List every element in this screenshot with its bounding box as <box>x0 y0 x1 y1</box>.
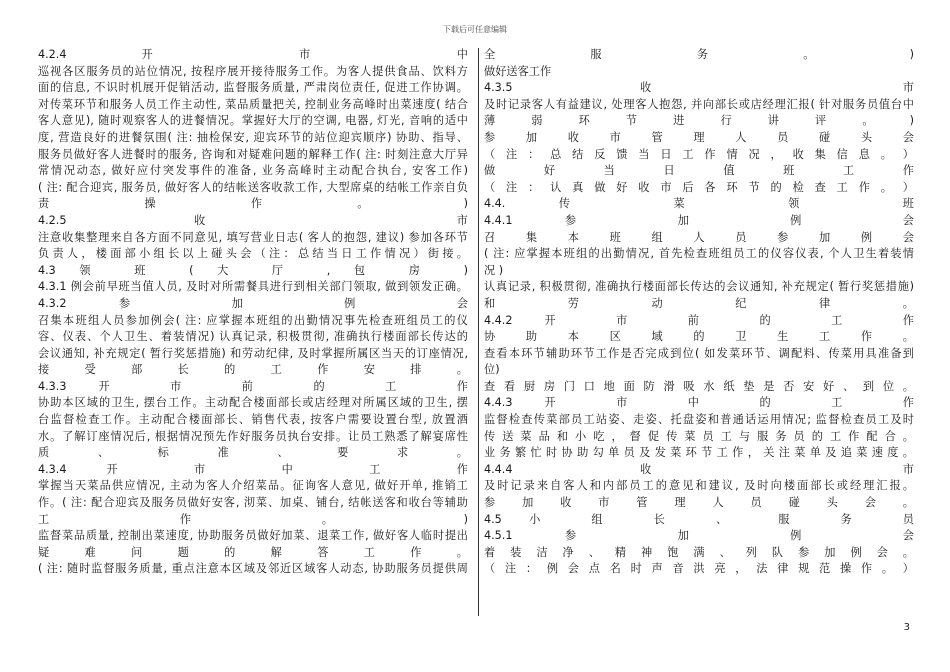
text-line: 4.2.4 开 市 中 <box>38 48 468 61</box>
text-line: 4.3.1 例会前早班当值人员, 及时对所需餐具进行到相关部门领取, 做到领发正确。 <box>38 280 468 294</box>
text-line: 召 集 本 班 组 人 员 参 加 例 会 <box>484 230 914 244</box>
text-line: 注意收集整理来自各方面不同意见, 填写营业日志( 客人的抱怨, 建议) 参加各环节 <box>38 230 468 244</box>
text-line: 业 务 繁 忙 时 协 助 勾 单 员 及 发 菜 环 节 工 作 ， 关 注 菜 单 及 追 菜 速 度 。 <box>484 446 914 460</box>
text-line: 作。( 注: 配合迎宾及服务员做好安客, 沏菜、加桌、铺台, 结帐送客和收台等辅助 <box>38 496 468 510</box>
text-line: 4.4.1 参 加 例 会 <box>484 213 914 227</box>
text-line: 4.4.4 收 市 <box>484 462 914 476</box>
text-line: 4.5.1 参 加 例 会 <box>484 529 914 543</box>
text-line: 做 好 当 日 值 班 工 作 <box>484 164 914 178</box>
text-line: 薄 弱 环 节 进 行 讲 评 。 ) <box>484 114 914 128</box>
text-line: 台监督检查工作。主动配合楼面部长、销售代表, 按客户需要设置台型, 放置酒 <box>38 413 468 427</box>
text-line: 召集本班组人员参加例会( 注: 应掌握本班组的出勤情况事先检查班组员工的仪 <box>38 313 468 327</box>
text-line: 4.3.5 收 市 <box>484 81 914 95</box>
text-line: 服务员做好客人进餐时的服务, 咨询和对疑难问题的解释工作( 注: 时刻注意大厅异 <box>38 147 468 161</box>
text-line: 会议通知, 补充规定( 暂行奖惩措施) 和劳动纪律, 及时掌握所属区当天的订座情况, <box>38 346 468 360</box>
text-line: 做好送客工作 <box>484 64 552 78</box>
text-line: 水。了解订座情况后, 根据情况预先作好服务员执台安排。让员工熟悉了解宴席性 <box>38 429 468 443</box>
text-line: 着 装 洁 净 、 精 神 饱 满 、 列 队 参 加 例 会 。 <box>484 545 914 559</box>
text-line: 疑 难 问 题 的 解 答 工 作 。 <box>38 545 468 559</box>
text-line: 对传菜环节和服务人员工作主动性, 菜品质量把关, 控制业务高峰时出菜速度( 结合 <box>38 97 468 111</box>
text-line: 传 送 菜 品 和 小 吃 ， 督 促 传 菜 员 工 与 服 务 员 的 工 作 配 合 。 <box>484 429 914 443</box>
text-line: 4.3.2 参 加 例 会 <box>38 296 468 310</box>
text-line: ( 注: 应掌握本班组的出勤情况, 首先检查班组员工的仪容仪表, 个人卫生着装情 <box>484 247 914 261</box>
text-line: 认真记录, 积极贯彻, 准确执行楼面部长传达的会议通知, 补充规定( 暂行奖惩措施) <box>484 280 914 294</box>
text-line: 度, 营造良好的进餐氛围( 注: 抽检保安, 迎宾环节的站位迎宾顺序) 协助、指导、 <box>38 130 468 144</box>
text-line: （ 注 ： 认 真 做 好 收 市 后 各 环 节 的 检 查 工 作 。 ） <box>484 180 914 194</box>
text-line: 4.4.3 开 市 中 的 工 作 <box>484 396 914 410</box>
text-line: 查 看 厨 房 门 口 地 面 防 滑 吸 水 纸 垫 是 否 安 好 、 到 位 。 <box>484 379 914 393</box>
text-line: 位) <box>484 363 500 377</box>
left-column <box>38 47 468 578</box>
text-line: 客人意见), 随时观察客人的进餐情况。掌握好大厅的空调, 电器, 灯光, 音响的适中 <box>38 114 468 128</box>
text-line: （ 注 ： 例 会 点 名 时 声 音 洪 亮 ， 法 律 规 范 操 作 。 ） <box>484 562 914 576</box>
text-line: 巡视各区服务员的站位情况, 按程序展开接待服务工作。为客人提供食品、饮料方 <box>38 64 468 78</box>
text-line: 4.4. 传 菜 领 班 <box>484 197 914 211</box>
text-line: 参 加 收 市 管 理 人 员 碰 头 会 。 <box>484 496 914 510</box>
text-line: 接 受 部 长 的 工 作 安 排 。 <box>38 363 468 377</box>
text-line: 4.5 小 组 长 、 服 务 员 <box>484 512 914 526</box>
column-divider <box>478 48 479 616</box>
text-line: 协 助 本 区 域 的 卫 生 工 作 。 <box>484 330 914 344</box>
text-line: 协助本区域的卫生, 摆台工作。主动配合楼面部长或店经理对所属区域的卫生, 摆 <box>38 396 468 410</box>
text-line: 4.4.2 开 市 前 的 工 作 <box>484 313 914 327</box>
text-line: 全 服 务 。 ) <box>484 48 914 61</box>
text-line: 况 ) <box>484 263 504 277</box>
text-line: 查看本环节辅助环节工作是否完成到位( 如发菜环节、调配料、传菜用具准备到 <box>484 346 914 360</box>
text-line: 掌握当天菜品供应情况, 主动为客人介绍菜品。征询客人意见, 做好开单, 推销工 <box>38 479 468 493</box>
text-line: 及时记录客人有益建议, 处理客人抱怨, 并向部长或店经理汇报( 针对服务员值台中 <box>484 97 914 111</box>
text-line: 面的信息, 不识时机展开促销活动, 监督服务质量, 严肃岗位责任, 促进工作协调。 <box>38 81 468 95</box>
text-line: 和 劳 动 纪 律 。 <box>484 296 914 310</box>
text-line: （ 注 ： 总 结 反 馈 当 日 工 作 情 况 ， 收 集 信 息 。 ） <box>484 147 914 161</box>
header-note: 下载后可任意编辑 <box>443 25 507 34</box>
text-line: 工 作 。 ) <box>38 512 468 526</box>
text-line: 4.3 领 班 ( 大 厅 , 包 房 ) <box>38 263 468 277</box>
text-line: 负责人，楼面部小组长以上碰头会（注：总结当日工作情况）街接。 <box>38 247 468 261</box>
text-line: 责 操 作 。 ) <box>38 197 468 211</box>
text-line: 4.3.3 开 市 前 的 工 作 <box>38 379 468 393</box>
right-column <box>484 47 914 578</box>
text-line: 常情况动态, 做好应付突发事件的准备, 业务高峰时主动配合执台, 安客工作) <box>38 164 468 178</box>
text-line: ( 注: 配合迎宾, 服务员, 做好客人的结帐送客收款工作, 大型席桌的结帐工作亲自负 <box>38 180 468 194</box>
text-line: 及时记录来自客人和内部员工的意见和建议, 及时向楼面部长或经理汇报。 <box>484 479 914 493</box>
text-line: 参 加 收 市 管 理 人 员 碰 头 会 <box>484 130 914 144</box>
text-line: 监督菜品质量, 控制出菜速度, 协助服务员做好加菜、退菜工作, 做好客人临时提出 <box>38 529 468 543</box>
text-line: 4.2.5 收 市 <box>38 213 468 227</box>
text-line: 监督检查传菜部员工站姿、走姿、托盘姿和普通话运用情况; 监督检查员工及时 <box>484 413 914 427</box>
text-line: 容、仪表、个人卫生、着装情况) 认真记录, 积极贯彻, 准确执行楼面部长传达的 <box>38 330 468 344</box>
text-line: 4.3.4 开 市 中 工 作 <box>38 462 468 476</box>
page-number: 3 <box>903 622 910 633</box>
text-line: ( 注: 随时监督服务质量, 重点注意本区域及邻近区域客人动态, 协助服务员提供周 <box>38 562 468 576</box>
text-line: 质 、 标 准 、 要 求 。 <box>38 446 468 460</box>
